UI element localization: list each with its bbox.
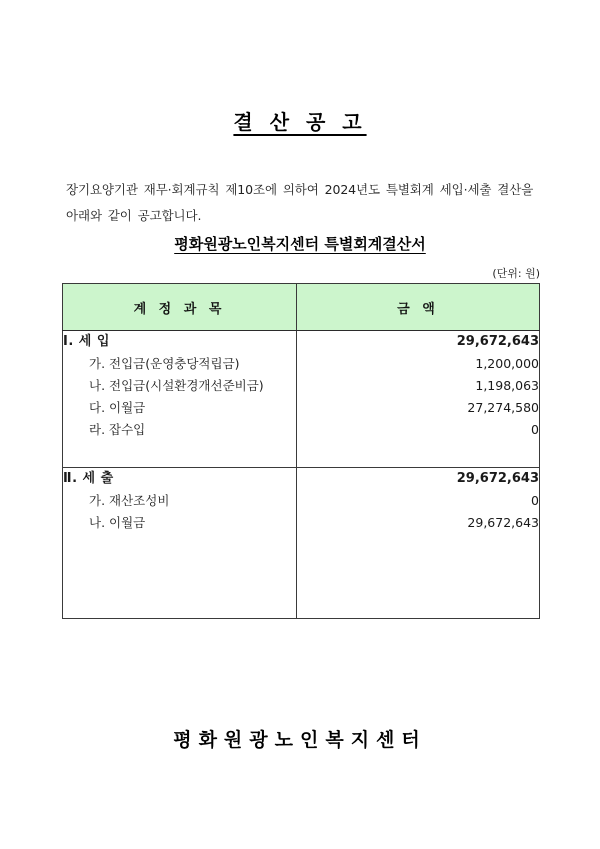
revenue-account-cell — [63, 331, 297, 468]
page-title — [0, 106, 600, 135]
expenditure-section-title: Ⅱ. 세 출 — [63, 471, 114, 486]
footer-organization-name: 평화원광노인복지센터 — [173, 729, 427, 751]
expenditure-item-label-2: 나. 이월금 — [89, 515, 146, 530]
revenue-section-title: Ⅰ. 세 입 — [63, 334, 110, 349]
revenue-item-label-2: 나. 전입금(시설환경개선준비금) — [89, 378, 264, 393]
revenue-amount-cell — [297, 331, 540, 468]
page-title-text: 결 산 공 고 — [233, 110, 367, 134]
revenue-item-amount-2: 1,198,063 — [475, 378, 539, 393]
expenditure-account-cell — [63, 468, 297, 619]
revenue-item-label-1: 가. 전입금(운영충당적립금) — [89, 356, 240, 371]
table-row — [63, 331, 540, 468]
settlement-table — [62, 283, 540, 619]
column-header-account: 계 정 과 목 — [63, 284, 297, 331]
intro-paragraph: 장기요양기관 재무·회계규칙 제10조에 의하여 2024년도 특별회계 세입·세출 결산을 아래와 같이 공고합니다. — [66, 181, 534, 223]
revenue-item-label-3: 다. 이월금 — [89, 400, 146, 415]
revenue-item-amount-3: 27,274,580 — [467, 400, 539, 415]
expenditure-amount-cell — [297, 468, 540, 619]
table-header-row — [63, 284, 540, 331]
revenue-item-amount-4: 0 — [531, 422, 539, 437]
expenditure-item-amount-2: 29,672,643 — [467, 515, 539, 530]
expenditure-total-amount: 29,672,643 — [456, 471, 539, 486]
expenditure-item-label-1: 가. 재산조성비 — [89, 493, 170, 508]
table-title-text: 평화원광노인복지센터 특별회계결산서 — [174, 235, 426, 253]
table-title — [0, 233, 600, 254]
revenue-item-label-4: 라. 잡수입 — [89, 422, 146, 437]
revenue-item-amount-1: 1,200,000 — [475, 356, 539, 371]
revenue-total-amount: 29,672,643 — [456, 334, 539, 349]
table-row — [63, 468, 540, 619]
column-header-amount: 금 액 — [297, 284, 540, 331]
unit-note: (단위: 원) — [492, 267, 540, 280]
expenditure-item-amount-1: 0 — [531, 493, 539, 508]
